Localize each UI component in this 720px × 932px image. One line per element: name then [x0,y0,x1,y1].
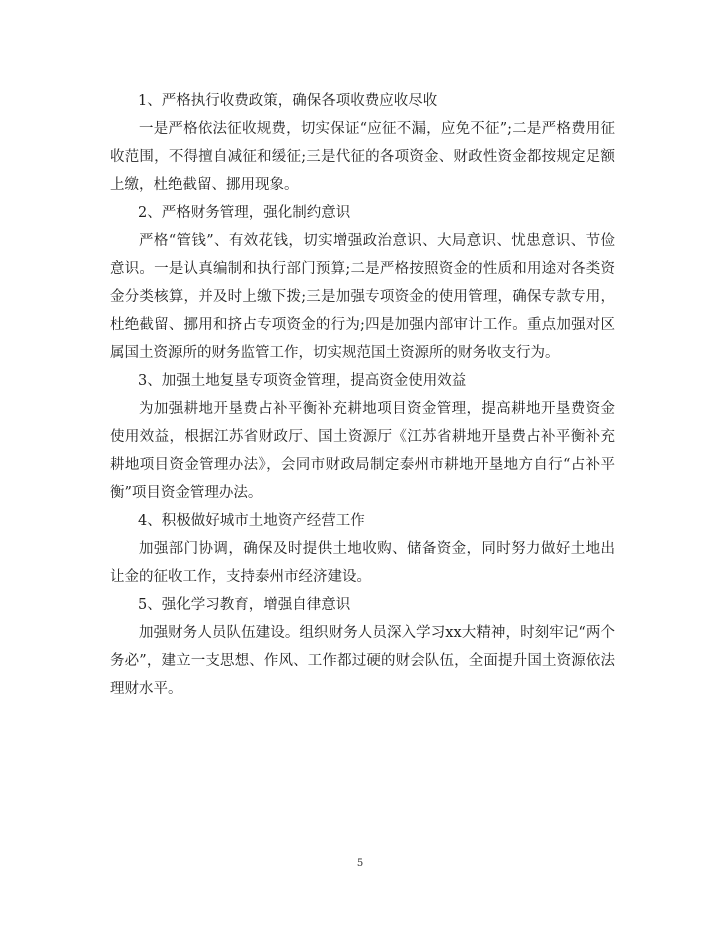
section-4 [110,507,615,591]
section-heading: 2、严格财务管理，强化制约意识 [138,205,351,221]
section-heading: 3、加强土地复垦专项资金管理，提高资金使用效益 [138,373,467,389]
page-number: 5 [356,858,364,869]
section-paragraph: 加强财务人员队伍建设。组织财务人员深入学习xx大精神，时刻牢记“两个务必”，建立一支思想、作风、工作都过硬的财会队伍，全面提升国土资源依法理财水平。 [110,625,615,697]
section-2 [110,199,615,367]
section-paragraph: 严格“管钱”、有效花钱，切实增强政治意识、大局意识、忧患意识、节俭意识。一是认真编制和执行部门预算;二是严格按照资金的性质和用途对各类资金分类核算，并及时上缴下拨;三是加强专项资金的使用管理，确保专款专用，杜绝截留、挪用和挤占专项资金的行为;四是加强内部审计工作。重点加强对区属国土资源所的财务监管工作，切实规范国土资源所的财务收支行为。 [110,233,615,361]
section-paragraph: 为加强耕地开垦费占补平衡补充耕地项目资金管理，提高耕地开垦费资金使用效益，根据江苏省财政厅、国土资源厅《江苏省耕地开垦费占补平衡补充耕地项目资金管理办法》，会同市财政局制定泰州市耕地开垦地方自行“占补平衡”项目资金管理办法。 [110,401,615,501]
section-5 [110,591,615,703]
section-3 [110,367,615,507]
section-paragraph: 一是严格依法征收规费，切实保证“应征不漏，应免不征”;二是严格费用征收范围，不得擅自减征和缓征;三是代征的各项资金、财政性资金都按规定足额上缴，杜绝截留、挪用现象。 [110,121,615,193]
section-paragraph: 加强部门协调，确保及时提供土地收购、储备资金，同时努力做好土地出让金的征收工作，支持泰州市经济建设。 [110,541,615,585]
document-body [110,87,615,703]
section-heading: 4、积极做好城市土地资产经营工作 [138,513,365,529]
section-heading: 1、严格执行收费政策，确保各项收费应收尽收 [138,93,438,109]
section-heading: 5、强化学习教育，增强自律意识 [138,597,351,613]
section-1 [110,87,615,199]
